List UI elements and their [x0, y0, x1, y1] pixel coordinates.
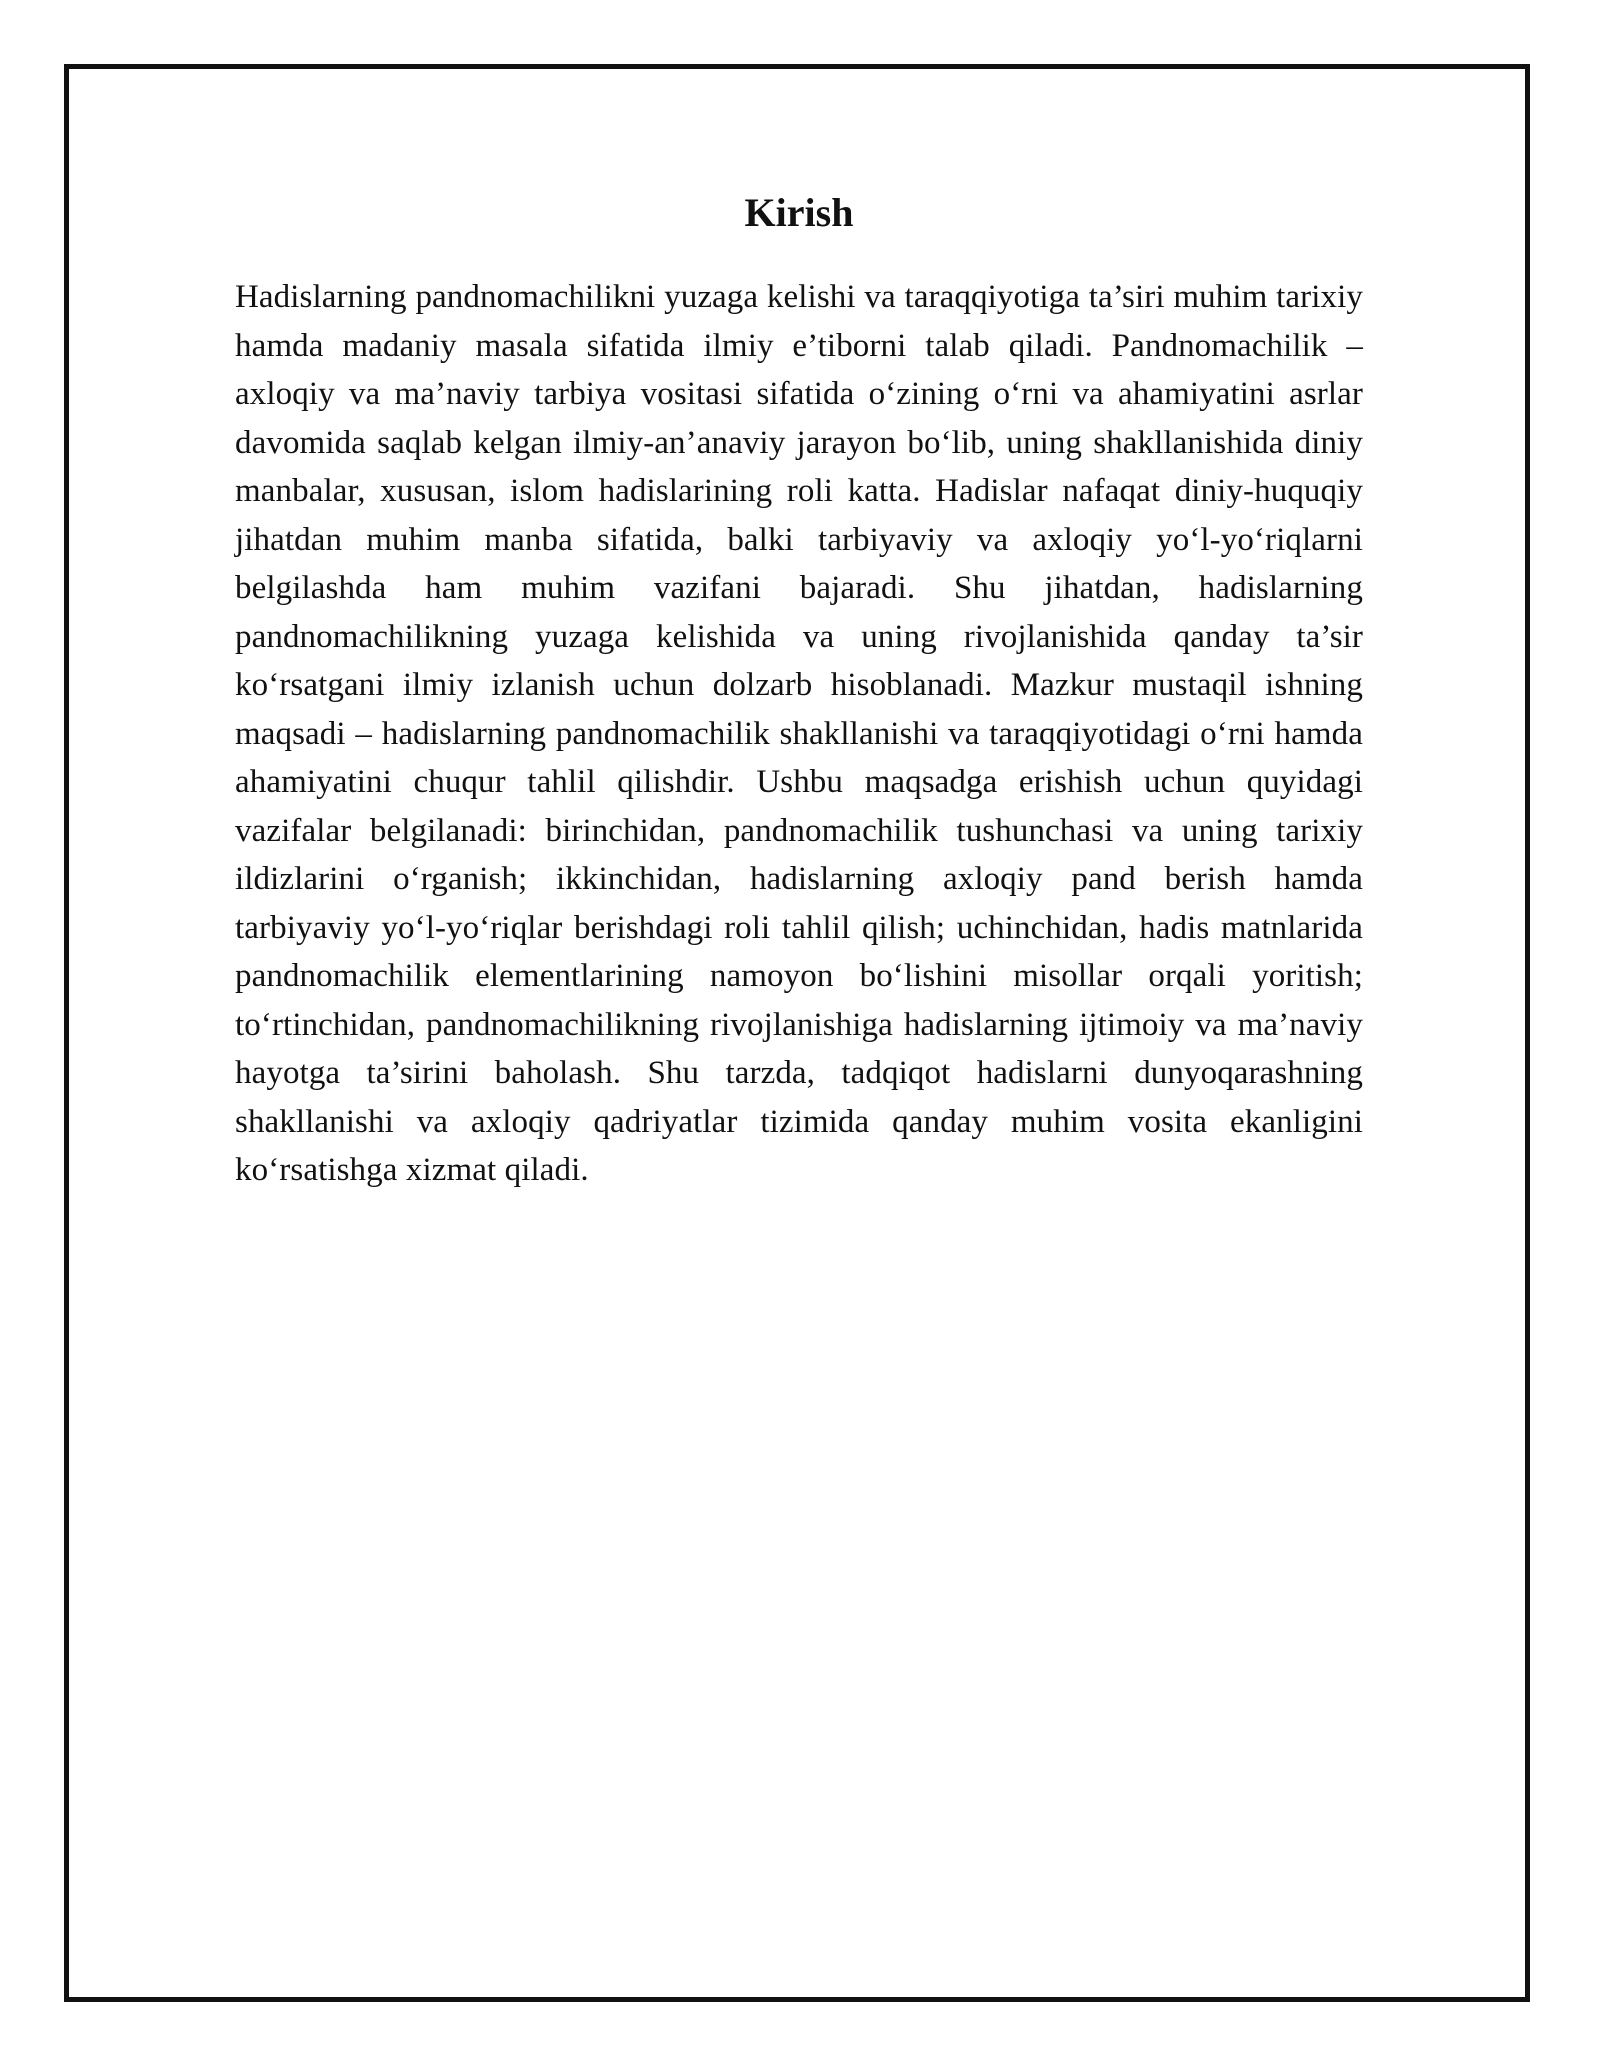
- page-content: [235, 185, 1363, 1195]
- page-title: Kirish: [744, 190, 854, 235]
- body-paragraph: Hadislarning pandnomachilikni yuzaga kelishi va taraqqiyotiga ta’siri muhim tarixiy hamda madaniy masala sifatida ilmiy e’tiborni talab qiladi. Pandnomachilik – axloqiy va ma’naviy tarbiya vositasi sifatida oʻzining oʻrni va ahamiyatini asrlar davomida saqlab kelgan ilmiy-an’anaviy jarayon boʻlib, uning shakllanishida diniy manbalar, xususan, islom hadislarining roli katta. Hadislar nafaqat diniy-huquqiy jihatdan muhim manba sifatida, balki tarbiyaviy va axloqiy yoʻl-yoʻriqlarni belgilashda ham muhim vazifani bajaradi. Shu jihatdan, hadislarning pandnomachilikning yuzaga kelishida va uning rivojlanishida qanday ta’sir koʻrsatgani ilmiy izlanish uchun dolzarb hisoblanadi. Mazkur mustaqil ishning maqsadi – hadislarning pandnomachilik shakllanishi va taraqqiyotidagi oʻrni hamda ahamiyatini chuqur tahlil qilishdir. Ushbu maqsadga erishish uchun quyidagi vazifalar belgilanadi: birinchidan, pandnomachilik tushunchasi va uning tarixiy ildizlarini oʻrganish; ikkinchidan, hadislarning axloqiy pand berish hamda tarbiyaviy yoʻl-yoʻriqlar berishdagi roli tahlil qilish; uchinchidan, hadis matnlarida pandnomachilik elementlarining namoyon boʻlishini misollar orqali yoritish; toʻrtinchidan, pandnomachilikning rivojlanishiga hadislarning ijtimoiy va ma’naviy hayotga ta’sirini baholash. Shu tarzda, tadqiqot hadislarni dunyoqarashning shakllanishi va axloqiy qadriyatlar tizimida qanday muhim vosita ekanligini koʻrsatishga xizmat qiladi.: [235, 279, 1363, 1188]
